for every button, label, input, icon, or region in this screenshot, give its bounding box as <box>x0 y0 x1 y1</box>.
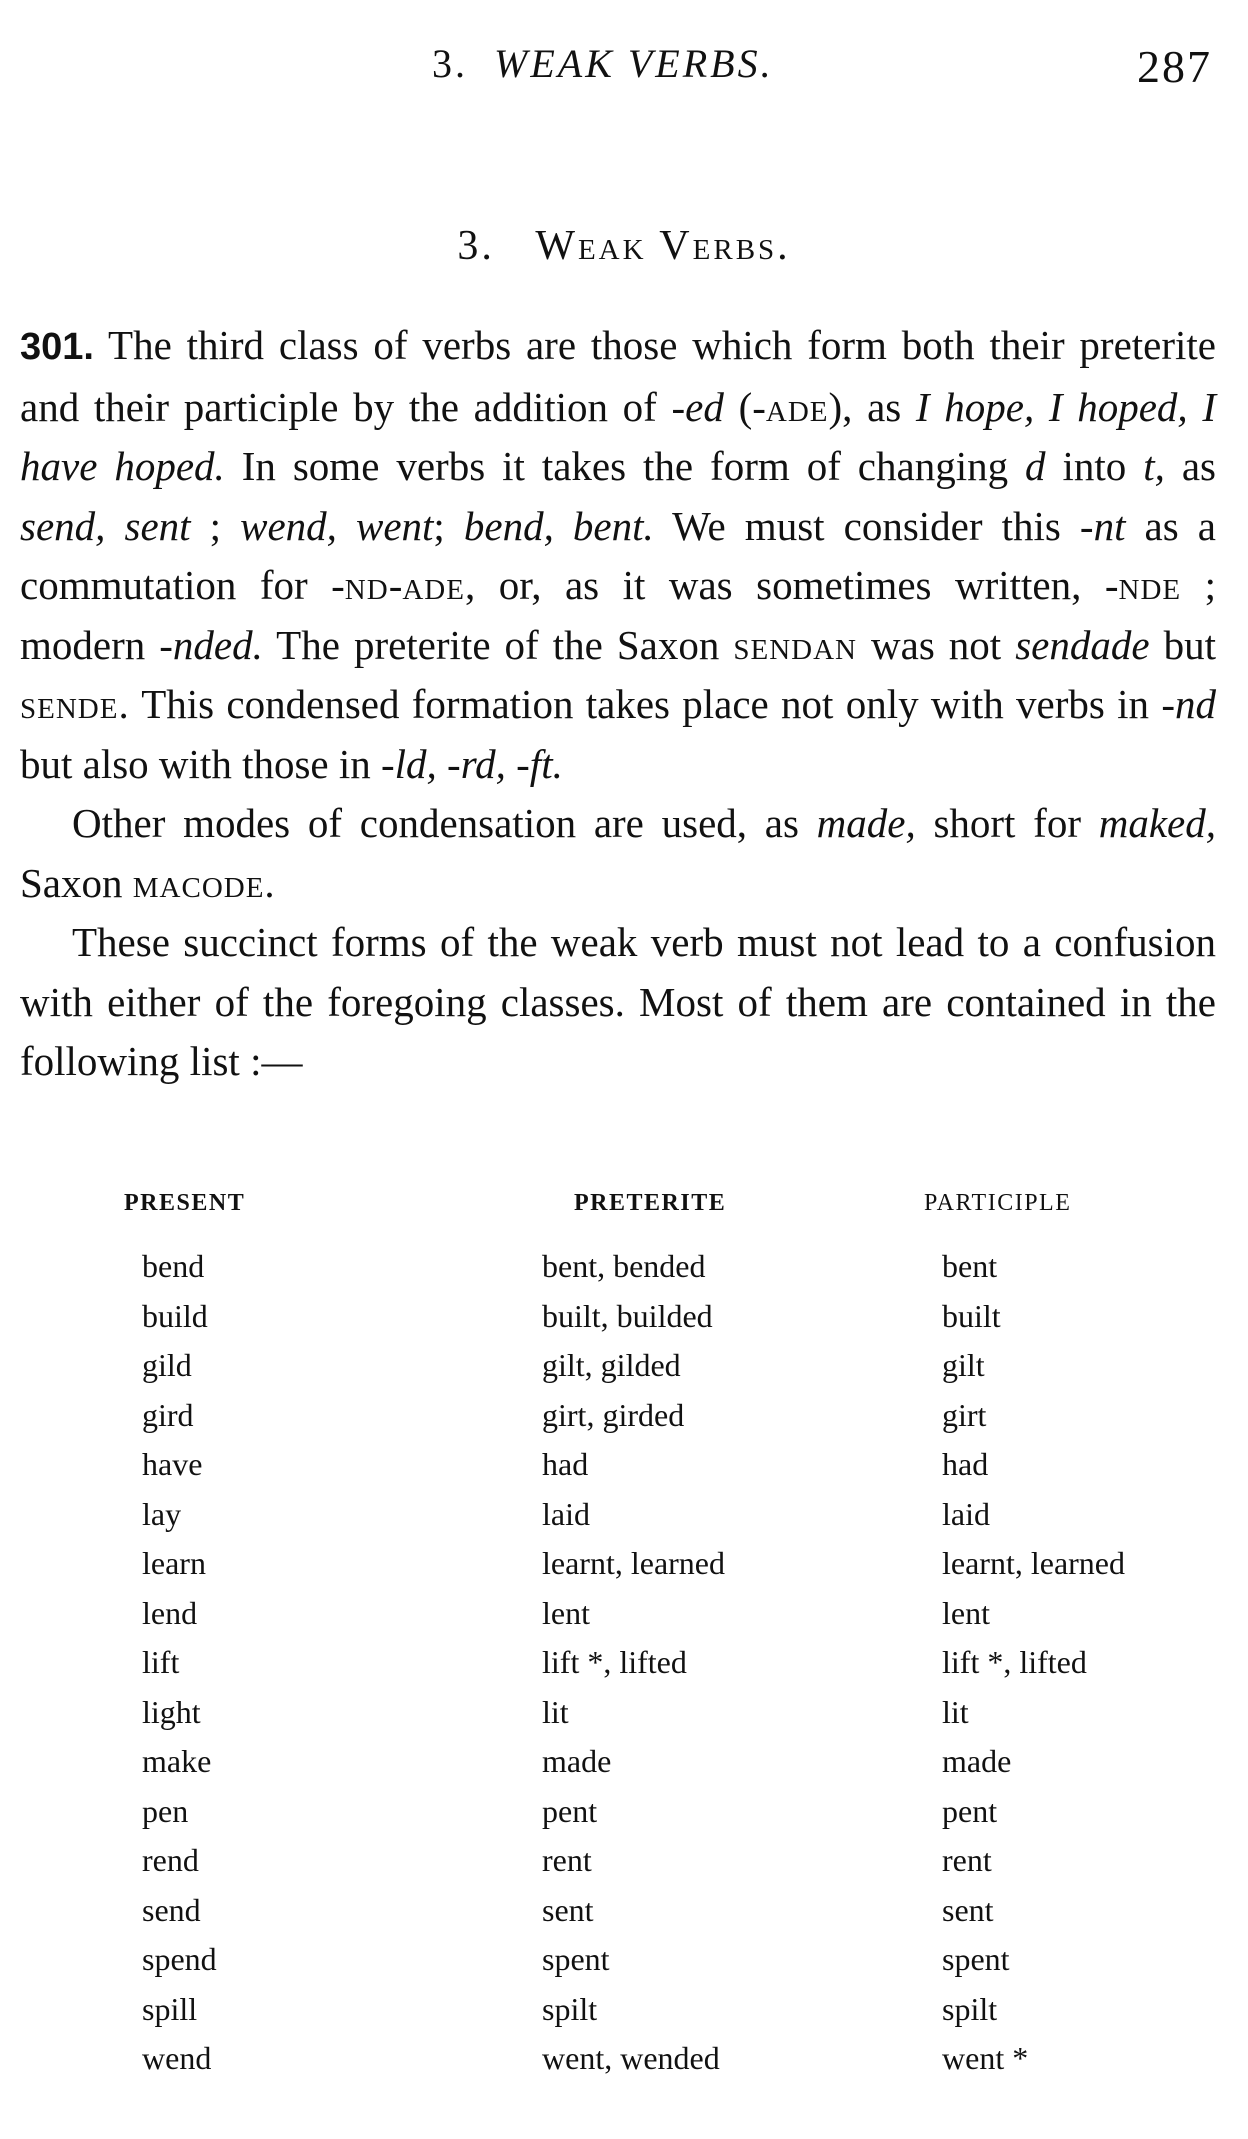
cell-preterite: went, wended <box>542 2040 720 2076</box>
cell-present: gild <box>142 1347 192 1383</box>
table-rows <box>0 1248 1248 2090</box>
cell-preterite: pent <box>542 1792 598 1829</box>
text-segment: nd <box>344 562 389 608</box>
text-segment: I hope, I hoped, I have hoped. <box>20 383 1217 489</box>
cell-participle: spilt <box>942 1990 998 2027</box>
cell-present: lift <box>142 1644 180 1680</box>
running-head-number: 3. <box>432 41 468 86</box>
cell-participle: spent <box>942 1941 1010 1977</box>
cell-preterite: lift *, lifted <box>542 1644 687 1680</box>
cell-present: spill <box>142 1990 198 2027</box>
body-text <box>20 316 1216 1092</box>
cell-participle: pent <box>942 1792 998 1829</box>
text-segment: In some verbs it takes the form of changing <box>224 443 1026 489</box>
text-segment: ), as <box>828 383 916 430</box>
table-row <box>0 1793 1248 1843</box>
text-segment: short for <box>915 800 1099 846</box>
text-segment: macode. <box>132 859 276 906</box>
paragraph <box>20 794 1216 913</box>
table-row <box>0 1545 1248 1595</box>
table-row <box>0 1991 1248 2041</box>
text-segment: ; <box>190 502 241 549</box>
cell-participle: girt <box>942 1396 987 1433</box>
cell-participle: rent <box>942 1842 992 1878</box>
text-segment: ade <box>402 562 465 608</box>
text-segment: d <box>1025 443 1046 489</box>
cell-participle: lit <box>942 1693 969 1730</box>
text-segment: but <box>1149 621 1216 668</box>
table-row <box>0 1397 1248 1447</box>
cell-preterite: gilt, gilded <box>542 1347 681 1383</box>
column-header-preterite: PRETERITE <box>574 1190 727 1216</box>
text-segment: -ed <box>671 383 724 430</box>
section-number: 3. <box>457 223 495 269</box>
text-segment: was not <box>856 621 1016 668</box>
text-segment: wend, went <box>240 502 434 549</box>
cell-participle: learnt, learned <box>942 1545 1125 1581</box>
text-segment: made, <box>816 800 916 846</box>
cell-present: lay <box>142 1495 182 1532</box>
text-segment: - <box>388 562 403 608</box>
text-segment: -ld, -rd, -ft. <box>381 740 563 787</box>
paragraph-number: 301. <box>20 326 94 368</box>
cell-present: send <box>142 1891 201 1928</box>
cell-present: bend <box>142 1248 205 1284</box>
cell-preterite: sent <box>542 1891 594 1928</box>
table-row <box>0 1694 1248 1744</box>
cell-present: light <box>142 1693 201 1730</box>
cell-present: lend <box>142 1594 198 1631</box>
text-segment: nde <box>1118 562 1182 608</box>
cell-present: spend <box>142 1941 217 1977</box>
paragraph <box>20 316 1216 794</box>
table-row <box>0 2040 1248 2090</box>
text-segment: bend, bent. <box>463 502 654 549</box>
table-row <box>0 1941 1248 1991</box>
cell-preterite: spilt <box>542 1990 598 2027</box>
cell-present: gird <box>142 1396 194 1433</box>
running-title <box>432 40 774 87</box>
cell-preterite: lent <box>542 1594 590 1631</box>
cell-present: make <box>142 1743 212 1779</box>
text-segment: Saxon <box>20 859 133 906</box>
table-row <box>0 1743 1248 1793</box>
cell-participle: made <box>942 1743 1012 1779</box>
cell-participle: lift *, lifted <box>942 1644 1087 1680</box>
cell-participle: laid <box>942 1495 990 1532</box>
page-number: 287 <box>1137 41 1212 92</box>
text-segment: but also with those in <box>20 740 382 787</box>
cell-participle: built <box>942 1297 1001 1334</box>
text-segment: -nt <box>1079 502 1126 549</box>
cell-present: pen <box>142 1792 189 1829</box>
table-row <box>0 1842 1248 1892</box>
text-segment: ; <box>433 502 464 549</box>
text-segment: into <box>1045 443 1144 489</box>
column-header-present: PRESENT <box>124 1190 246 1216</box>
table-row <box>0 1644 1248 1694</box>
table-row <box>0 1446 1248 1496</box>
text-segment: sendan <box>733 621 857 668</box>
text-segment: -nded. <box>159 621 263 668</box>
cell-preterite: girt, girded <box>542 1396 685 1433</box>
table-row <box>0 1595 1248 1645</box>
running-head <box>0 40 1248 100</box>
cell-present: build <box>142 1297 208 1334</box>
text-segment: send, sent <box>20 502 191 549</box>
cell-participle: sent <box>942 1891 994 1928</box>
text-segment: as <box>1164 443 1216 489</box>
text-segment: This condensed formation takes place not only with verbs in <box>129 681 1162 727</box>
text-segment: , or, as it was sometimes written, - <box>464 562 1119 608</box>
table-row <box>0 1248 1248 1298</box>
cell-participle: had <box>942 1446 989 1482</box>
text-segment: We must consider this <box>653 502 1080 549</box>
section-heading: Weak Verbs. <box>535 223 791 269</box>
text-segment: The third class of verbs are those which form both their preterite and their participle by the addition of <box>20 322 1216 430</box>
table-row <box>0 1347 1248 1397</box>
cell-participle: went * <box>942 2040 1029 2076</box>
text-segment: ; modern <box>20 562 1216 668</box>
cell-preterite: learnt, learned <box>542 1545 725 1581</box>
cell-participle: gilt <box>942 1347 985 1383</box>
text-segment: The preterite of the Saxon <box>262 621 734 668</box>
running-head-title: WEAK VERBS. <box>494 41 774 86</box>
cell-present: learn <box>142 1545 206 1581</box>
text-segment: Other modes of condensation are used, as <box>72 800 817 846</box>
cell-preterite: bent, bended <box>542 1248 706 1284</box>
table-row <box>0 1892 1248 1942</box>
cell-participle: lent <box>942 1594 990 1631</box>
cell-participle: bent <box>942 1248 998 1284</box>
cell-preterite: made <box>542 1743 612 1779</box>
cell-preterite: spent <box>542 1941 610 1977</box>
cell-present: have <box>142 1446 203 1482</box>
text-segment: -nd <box>1161 681 1216 727</box>
text-segment: as a commutation for - <box>20 502 1216 608</box>
cell-preterite: built, builded <box>542 1297 713 1334</box>
cell-preterite: rent <box>542 1842 592 1878</box>
cell-preterite: laid <box>542 1495 590 1532</box>
table-row <box>0 1298 1248 1348</box>
text-segment: ade <box>765 383 829 430</box>
column-header-participle: PARTICIPLE <box>924 1190 1072 1216</box>
text-segment: (- <box>723 383 766 430</box>
cell-preterite: lit <box>542 1693 569 1730</box>
text-segment: maked, <box>1098 800 1216 846</box>
paragraph <box>20 913 1216 1092</box>
cell-preterite: had <box>542 1446 589 1482</box>
cell-present: rend <box>142 1842 199 1878</box>
text-segment: sende. <box>20 681 130 727</box>
text-segment: sendade <box>1015 621 1150 668</box>
section-title <box>0 222 1248 270</box>
text-segment: t, <box>1143 443 1165 489</box>
text-segment: These succinct forms of the weak verb must not lead to a confusion with either of the foregoing classes. Most of them are contained in the following list :— <box>20 919 1216 1084</box>
table-row <box>0 1496 1248 1546</box>
cell-present: wend <box>142 2040 212 2076</box>
